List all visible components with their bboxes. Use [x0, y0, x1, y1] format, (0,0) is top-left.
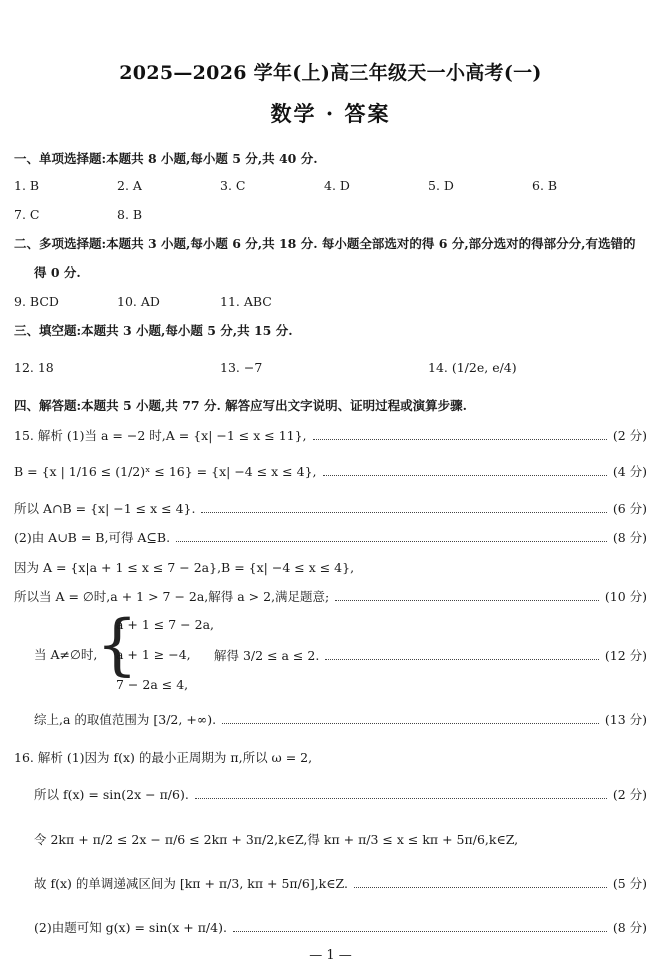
solution-line: 令 2kπ + π/2 ≤ 2x − π/6 ≤ 2kπ + 3π/2,k∈Z,得 kπ + π/3 ≤ x ≤ kπ + 5π/6,k∈Z,: [34, 832, 519, 847]
solution-line: (2)由题可知 g(x) = sin(x + π/4). (8 分): [34, 920, 647, 935]
solution-line: 故 f(x) 的单调递减区间为 [kπ + π/3, kπ + 5π/6],k∈Z. (5 分): [34, 876, 647, 891]
score-label: (13 分): [604, 712, 647, 727]
score-label: (10 分): [604, 589, 647, 604]
answer-item: 13. −7: [220, 360, 263, 375]
answer-item: 5. D: [428, 178, 454, 193]
answer-item: 11. ABC: [220, 294, 272, 309]
inequality-line: a + 1 ≤ 7 − 2a,: [116, 617, 214, 632]
score-label: (8 分): [612, 530, 647, 545]
answer-item: 6. B: [532, 178, 558, 193]
score-label: (4 分): [612, 464, 647, 479]
section2-heading: 二、多项选择题:本题共 3 小题,每小题 6 分,共 18 分. 每小题全部选对的得 6 分,部分选对的得部分分,有选错的: [14, 236, 636, 251]
section1-heading: 一、单项选择题:本题共 8 小题,每小题 5 分,共 40 分.: [14, 151, 318, 166]
answer-item: 1. B: [14, 178, 40, 193]
answer-item: 7. C: [14, 207, 40, 222]
score-label: (8 分): [612, 920, 647, 935]
section2-heading-cont: 得 0 分.: [34, 265, 81, 280]
solution-line: (2)由 A∪B = B,可得 A⊆B. (8 分): [14, 530, 647, 545]
answer-item: 4. D: [324, 178, 350, 193]
section4-heading: 四、解答题:本题共 5 小题,共 77 分. 解答应写出文字说明、证明过程或演算步骤.: [14, 398, 468, 413]
answer-item: 14. (1/2e, e/4): [428, 360, 517, 375]
score-label: (2 分): [612, 428, 647, 443]
score-label: (6 分): [612, 501, 647, 516]
answer-item: 8. B: [117, 207, 143, 222]
solution-line: B = {x | 1/16 ≤ (1/2)ˣ ≤ 16} = {x| −4 ≤ x ≤ 4}, (4 分): [14, 463, 647, 479]
solution-line: 所以当 A = ∅时,a + 1 > 7 − 2a,解得 a > 2,满足题意; (10 分): [14, 589, 647, 604]
solution-line: 所以 A∩B = {x| −1 ≤ x ≤ 4}. (6 分): [14, 501, 647, 516]
answer-item: 2. A: [117, 178, 142, 193]
solution-line: 因为 A = {x|a + 1 ≤ x ≤ 7 − 2a},B = {x| −4 ≤ x ≤ 4},: [14, 560, 355, 575]
answer-item: 10. AD: [117, 294, 160, 309]
inequality-line: 7 − 2a ≤ 4,: [116, 677, 189, 692]
solution-line: 15. 解析 (1)当 a = −2 时,A = {x| −1 ≤ x ≤ 11}, (2 分): [14, 428, 647, 443]
solution-line: 综上,a 的取值范围为 [3/2, +∞). (13 分): [34, 712, 647, 727]
score-label: (5 分): [612, 876, 647, 891]
inequality-line: a + 1 ≥ −4,: [116, 647, 191, 662]
case-prefix: 当 A≠∅时,: [34, 647, 98, 662]
solution-line: 16. 解析 (1)因为 f(x) 的最小正周期为 π,所以 ω = 2,: [14, 750, 313, 765]
answer-item: 12. 18: [14, 360, 54, 375]
left-brace: {: [96, 606, 138, 683]
section3-heading: 三、填空题:本题共 3 小题,每小题 5 分,共 15 分.: [14, 323, 293, 338]
exam-title: 2025—2026 学年(上)高三年级天一小高考(一): [119, 62, 542, 84]
score-label: (2 分): [612, 787, 647, 802]
page-number: — 1 —: [309, 948, 352, 963]
answer-item: 3. C: [220, 178, 246, 193]
answer-item: 9. BCD: [14, 294, 59, 309]
solution-line: 解得 3/2 ≤ a ≤ 2. (12 分): [214, 648, 647, 663]
solution-line: 所以 f(x) = sin(2x − π/6). (2 分): [34, 787, 647, 802]
exam-subtitle: 数学 · 答案: [270, 101, 391, 126]
score-label: (12 分): [604, 648, 647, 663]
